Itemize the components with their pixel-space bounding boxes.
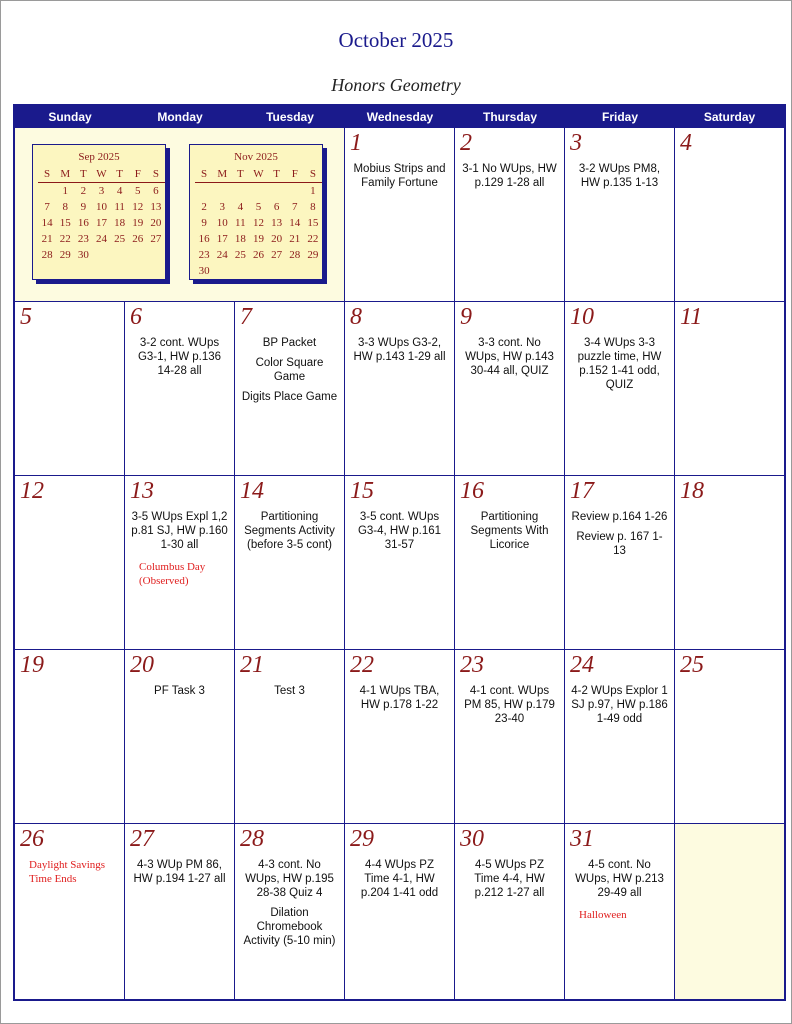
day-number: 25: [680, 652, 704, 678]
holiday-label: Daylight Savings Time Ends: [29, 859, 106, 885]
day-events: [455, 336, 564, 384]
day-cell-16[interactable]: [455, 476, 565, 650]
day-number: 16: [460, 478, 484, 504]
day-events: [565, 684, 674, 732]
day-events: [125, 858, 234, 892]
weekday-thursday: Thursday: [482, 110, 537, 124]
mini-calendar-day: 8: [310, 201, 316, 213]
mini-calendar-day: 3: [219, 201, 225, 213]
event-text: 4-2 WUps Explor 1 SJ p.97, HW p.186 1-49 odd: [571, 685, 668, 725]
day-number: 3: [570, 130, 582, 156]
weekday-sunday: Sunday: [48, 110, 92, 124]
day-cell-13[interactable]: [125, 476, 235, 650]
day-events: [455, 684, 564, 732]
event-text: Review p. 167 1-13: [576, 531, 663, 557]
mini-calendar-day: 23: [77, 233, 89, 245]
day-number: 7: [240, 304, 252, 330]
mini-calendar-day: [111, 247, 129, 263]
day-number: 6: [130, 304, 142, 330]
event-text: 4-3 WUp PM 86, HW p.194 1-27 all: [133, 859, 226, 885]
calendar-title: October 2025: [338, 28, 454, 52]
day-events: [455, 858, 564, 906]
mini-calendar-day: 23: [198, 249, 210, 261]
mini-calendar-day: 21: [289, 233, 301, 245]
event-text: 3-5 WUps Expl 1,2 p.81 SJ, HW p.160 1-30 all: [131, 511, 228, 551]
mini-calendar-day: 20: [271, 233, 283, 245]
mini-calendar-day: 1: [62, 185, 68, 197]
weekday-monday: Monday: [157, 110, 203, 124]
mini-calendar-day: 15: [307, 217, 319, 229]
day-number: 30: [460, 826, 484, 852]
day-number: 20: [130, 652, 154, 678]
day-events: [455, 162, 564, 196]
mini-calendar-day: 4: [116, 185, 123, 197]
event-text: Partitioning Segments With Licorice: [470, 511, 549, 551]
day-number: 12: [20, 478, 44, 504]
event-text: Partitioning Segments Activity (before 3-5 cont): [244, 511, 335, 551]
mini-calendar-dow: W: [249, 166, 267, 183]
mini-calendar-day: 1: [310, 185, 316, 197]
mini-calendar-dow: S: [38, 166, 56, 183]
event-text: 3-3 WUps G3-2, HW p.143 1-29 all: [353, 337, 446, 363]
day-cell-12[interactable]: [15, 476, 125, 650]
mini-calendar-day: 28: [41, 249, 53, 261]
mini-calendar-day: 10: [216, 217, 228, 229]
mini-calendar-day: [92, 247, 110, 263]
day-number: 14: [240, 478, 264, 504]
mini-calendar-title: Sep 2025: [78, 151, 120, 163]
mini-calendar-day: 6: [153, 185, 159, 197]
mini-calendar-day: 29: [59, 249, 71, 261]
weekday-saturday: Saturday: [703, 110, 756, 124]
day-events: [235, 510, 344, 558]
day-cell-23[interactable]: [455, 650, 565, 824]
mini-calendar-day: 24: [216, 249, 228, 261]
leading-blank-cell: [15, 128, 345, 302]
holiday-label: Columbus Day (Observed): [139, 561, 206, 587]
day-cell-26[interactable]: [15, 824, 125, 999]
day-number: 11: [680, 304, 703, 330]
event-text: Digits Place Game: [241, 391, 338, 403]
mini-calendar-day: 26: [252, 249, 264, 261]
day-cell-30[interactable]: [455, 824, 565, 999]
mini-calendar-day: 30: [198, 265, 210, 277]
day-events: [235, 336, 344, 410]
event-text: Dilation Chromebook Activity (5-10 min): [243, 907, 336, 947]
mini-calendar-day: [147, 247, 165, 263]
mini-calendar-dow: F: [286, 166, 304, 183]
mini-calendar-day: [286, 183, 304, 200]
mini-calendar-day: 17: [95, 217, 107, 229]
day-number: 18: [680, 478, 704, 504]
mini-calendar-day: 21: [41, 233, 53, 245]
day-events: [345, 684, 454, 718]
day-cell-19[interactable]: [15, 650, 125, 824]
day-number: 28: [240, 826, 264, 852]
mini-calendar-prev: [32, 144, 166, 280]
day-cell-24[interactable]: [565, 650, 675, 824]
mini-calendar-dow: S: [147, 166, 165, 183]
day-number: 29: [350, 826, 374, 852]
day-number: 13: [130, 478, 154, 504]
day-cell-7[interactable]: [235, 302, 345, 476]
event-text: PF Task 3: [154, 685, 205, 697]
event-text: 4-1 WUps TBA, HW p.178 1-22: [359, 685, 440, 711]
mini-calendar-day: 14: [289, 217, 301, 229]
day-events: [565, 510, 674, 564]
event-text: Test 3: [274, 685, 305, 697]
mini-calendar-day: [304, 263, 322, 279]
event-text: 3-2 WUps PM8, HW p.135 1-13: [578, 163, 661, 189]
event-text: 3-3 cont. No WUps, HW p.143 30-44 all, QUIZ: [465, 337, 554, 377]
weekday-header: [15, 106, 784, 128]
mini-calendar-dow: T: [111, 166, 129, 183]
mini-calendar-day: 9: [80, 201, 87, 213]
day-cell-27[interactable]: [125, 824, 235, 999]
mini-calendar-day: [268, 263, 286, 279]
mini-calendar-day: 11: [235, 217, 246, 229]
mini-calendar-day: [195, 183, 213, 200]
day-number: 1: [350, 130, 362, 156]
mini-calendar-day: [129, 247, 147, 263]
day-cell-14[interactable]: [235, 476, 345, 650]
mini-calendar-day: 9: [201, 217, 207, 229]
day-cell-15[interactable]: [345, 476, 455, 650]
mini-calendar-day: 10: [95, 201, 107, 213]
mini-calendar-day: 22: [307, 233, 319, 245]
mini-calendar-day: 16: [198, 233, 210, 245]
mini-calendar-day: [213, 183, 231, 200]
day-cell-29[interactable]: [345, 824, 455, 999]
mini-calendar-day: 16: [77, 217, 89, 229]
mini-calendar-day: 2: [80, 185, 87, 197]
day-events: [565, 336, 674, 398]
day-number: 2: [460, 130, 472, 156]
day-number: 21: [240, 652, 264, 678]
event-text: 3-2 cont. WUps G3-1, HW p.136 14-28 all: [137, 337, 222, 377]
mini-calendar-day: 24: [95, 233, 107, 245]
mini-calendar-dow: S: [304, 166, 322, 183]
day-number: 24: [570, 652, 594, 678]
day-number: 19: [20, 652, 44, 678]
day-number: 31: [570, 826, 594, 852]
trailing-blank-cell: [675, 824, 784, 999]
mini-calendar-day: 4: [237, 201, 244, 213]
event-text: 4-5 WUps PZ Time 4-4, HW p.212 1-27 all: [474, 859, 545, 899]
day-events: [125, 684, 234, 704]
mini-calendar-day: 7: [44, 201, 50, 213]
holiday-label: Halloween: [579, 909, 627, 921]
mini-calendar-title: Nov 2025: [234, 151, 278, 163]
event-text: 4-5 cont. No WUps, HW p.213 29-49 all: [575, 859, 664, 899]
mini-calendar-dow: T: [74, 166, 92, 183]
mini-calendar-day: 25: [234, 249, 246, 261]
mini-calendar-day: 20: [150, 217, 162, 229]
day-cell-4[interactable]: [675, 128, 784, 302]
day-events: [345, 858, 454, 906]
day-events: [455, 510, 564, 558]
day-cell-20[interactable]: [125, 650, 235, 824]
day-events: [565, 162, 674, 196]
mini-calendar-day: [249, 183, 267, 200]
calendar-subtitle: Honors Geometry: [331, 75, 461, 95]
event-text: 3-5 cont. WUps G3-4, HW p.161 31-57: [357, 511, 442, 551]
event-text: 4-1 cont. WUps PM 85, HW p.179 23-40: [464, 685, 555, 725]
mini-calendar-day: 17: [216, 233, 228, 245]
day-number: 27: [130, 826, 154, 852]
mini-calendar-day: 26: [132, 233, 144, 245]
day-cell-3[interactable]: [565, 128, 675, 302]
event-text: 4-4 WUps PZ Time 4-1, HW p.204 1-41 odd: [360, 859, 439, 899]
mini-calendar-day: 13: [150, 201, 162, 213]
mini-calendar-day: 18: [234, 233, 246, 245]
day-number: 8: [350, 304, 362, 330]
day-number: 26: [20, 826, 44, 852]
day-number: 4: [680, 130, 692, 156]
event-text: Review p.164 1-26: [571, 511, 668, 523]
mini-calendar-day: [268, 183, 286, 200]
day-number: 17: [570, 478, 594, 504]
mini-calendar-day: 22: [59, 233, 71, 245]
day-events: [125, 336, 234, 384]
day-number: 5: [20, 304, 32, 330]
mini-calendar-day: [231, 183, 249, 200]
day-cell-1[interactable]: [345, 128, 455, 302]
event-text: 3-4 WUps 3-3 puzzle time, HW p.152 1-41 odd, QUIZ: [577, 337, 662, 391]
day-events: [345, 162, 454, 196]
mini-calendar-next: [189, 144, 323, 280]
mini-calendar-day: 19: [132, 217, 144, 229]
day-cell-2[interactable]: [455, 128, 565, 302]
day-events: [565, 858, 674, 906]
day-number: 15: [350, 478, 374, 504]
day-cell-9[interactable]: [455, 302, 565, 476]
mini-calendar-day: 7: [292, 201, 298, 213]
mini-calendar-dow: M: [56, 166, 74, 183]
day-number: 10: [570, 304, 594, 330]
mini-calendar-day: [249, 263, 267, 279]
mini-calendar-day: 12: [252, 217, 264, 229]
mini-calendar-dow: S: [195, 166, 213, 183]
event-text: 4-3 cont. No WUps, HW p.195 28-38 Quiz 4: [245, 859, 334, 899]
mini-calendar-day: 28: [289, 249, 301, 261]
mini-calendar-day: [231, 263, 249, 279]
weekday-friday: Friday: [601, 110, 638, 124]
mini-calendar-day: [38, 183, 56, 200]
mini-calendar-dow: T: [231, 166, 249, 183]
mini-calendar-day: 27: [150, 233, 162, 245]
day-cell-21[interactable]: [235, 650, 345, 824]
event-text: 3-1 No WUps, HW p.129 1-28 all: [462, 163, 557, 189]
mini-calendar-day: 25: [114, 233, 126, 245]
day-cell-6[interactable]: [125, 302, 235, 476]
event-text: BP Packet: [262, 337, 317, 349]
day-cell-11[interactable]: [675, 302, 784, 476]
day-cell-28[interactable]: [235, 824, 345, 999]
event-text: Mobius Strips and Family Fortune: [353, 163, 446, 189]
mini-calendar-dow: M: [213, 166, 231, 183]
event-text: Color Square Game: [255, 357, 324, 383]
mini-calendar-day: [286, 263, 304, 279]
day-cell-5[interactable]: [15, 302, 125, 476]
day-events: [125, 510, 234, 558]
weekday-tuesday: Tuesday: [266, 110, 314, 124]
day-cell-8[interactable]: [345, 302, 455, 476]
mini-calendar-day: 13: [271, 217, 283, 229]
mini-calendar-day: 29: [307, 249, 319, 261]
mini-calendar-day: 18: [114, 217, 126, 229]
mini-calendar-day: 6: [273, 201, 280, 213]
day-events: [345, 336, 454, 370]
day-number: 9: [460, 304, 472, 330]
day-number: 23: [460, 652, 484, 678]
day-cell-17[interactable]: [565, 476, 675, 650]
mini-calendar-dow: F: [129, 166, 147, 183]
mini-calendar-day: 30: [77, 249, 89, 261]
mini-calendar-day: 8: [62, 201, 68, 213]
mini-calendar-day: 14: [41, 217, 53, 229]
day-cell-25[interactable]: [675, 650, 784, 824]
day-grid: [15, 128, 784, 999]
mini-calendar-day: 15: [59, 217, 71, 229]
month-calendar: [13, 104, 786, 1001]
day-cell-18[interactable]: [675, 476, 784, 650]
mini-calendar-dow: T: [268, 166, 286, 183]
mini-calendar-day: 11: [114, 201, 125, 213]
day-number: 22: [350, 652, 374, 678]
mini-calendar-day: [213, 263, 231, 279]
day-events: [345, 510, 454, 558]
day-cell-10[interactable]: [565, 302, 675, 476]
day-events: [235, 684, 344, 704]
day-cell-22[interactable]: [345, 650, 455, 824]
mini-calendar-dow: W: [92, 166, 110, 183]
mini-calendar-day: 2: [201, 201, 207, 213]
mini-calendar-day: 5: [255, 201, 262, 213]
mini-calendar-day: 27: [271, 249, 283, 261]
weekday-wednesday: Wednesday: [366, 110, 434, 124]
mini-calendar-day: 5: [135, 185, 141, 197]
mini-calendar-day: 3: [98, 185, 105, 197]
mini-calendar-day: 19: [252, 233, 264, 245]
mini-calendar-day: 12: [132, 201, 144, 213]
day-events: [235, 858, 344, 954]
day-cell-31[interactable]: [565, 824, 675, 999]
